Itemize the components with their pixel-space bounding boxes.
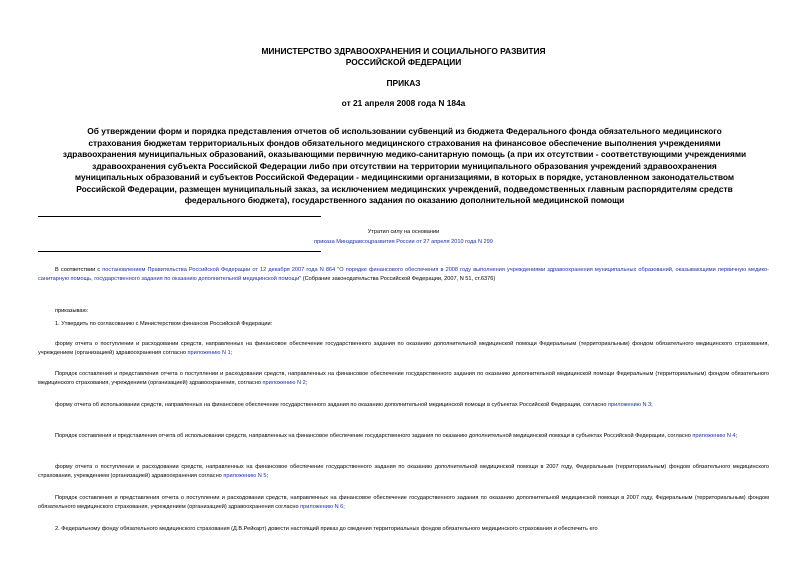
appendix-2-link[interactable]: приложению N 2: [262, 380, 306, 386]
document-date: от 21 апреля 2008 года N 184а: [341, 98, 466, 108]
status-note-text: Утратил силу на основании: [367, 229, 440, 235]
subject-line: муниципальных образований и субъектов Российской Федерации - медицинскими организациями, в которых в порядке, установленном законодательством: [74, 172, 735, 182]
form-item: [38, 370, 769, 388]
subject-line: Российской Федерации, размещен муниципальный заказ, за исключением медицинских учреждений, подведомственных главным распорядителям средств: [76, 183, 733, 194]
orders-word: приказываю:: [55, 308, 89, 314]
document-subject: [52, 126, 757, 207]
subject-line: страхования бюджетам территориальных фондов обязательного медицинского страхования на финансовое обеспечение выполнения учреждениями: [88, 137, 721, 148]
form-item-punct: ;: [266, 473, 269, 479]
form-item: [38, 432, 769, 441]
form-item-punct: ;: [230, 350, 233, 356]
appendix-5-link[interactable]: приложению N 5: [223, 473, 267, 479]
subject-line: здравоохранения муниципальных образований, оказывающими первичную медико-санитарную помощь (а при их отсутствии - соответствующими учреждениями: [62, 149, 747, 159]
subject-line: здравоохранения субъекта Российской Федерации либо при отсутствии на территории муниципального образования учреждений здравоохранения: [92, 160, 717, 171]
form-item: [38, 401, 769, 410]
government-decree-link[interactable]: постановлением Правительства Российской Федерации от 12 декабря 2007 года N 864 "О порядке финансового обеспечения в 2008 году выполнения учреждениями здравоохранения муниципальных образований, оказывающими первичную медико-санитарную помощь, государственного задания по оказанию дополнительной медицинской помощи": [38, 267, 769, 282]
form-item-punct: ;: [651, 402, 653, 408]
form-item: [38, 463, 769, 481]
subject-line: Об утверждении форм и порядка представления отчетов об использовании субвенций из бюджета Федерального фонда обязательного медицинского: [87, 126, 722, 136]
preamble-paragraph: [38, 266, 769, 284]
form-item-text: Порядок составления и представления отчета о поступлении и расходовании средств, направленных на финансовое обеспечение государственного задания по оказанию дополнительной медицинской помощи Федеральным (территориальным) фондом обязательного медицинского страхования, учреждением (организацией) здравоохранения, согласно: [38, 371, 769, 386]
appendix-1-link[interactable]: приложению N 1: [187, 350, 231, 356]
form-item-punct: ;: [305, 380, 308, 386]
appendix-3-link[interactable]: приложению N 3: [607, 402, 652, 408]
separator-line: [38, 251, 321, 252]
item-2: 2. Федеральному фонду обязательного медицинского страхования (Д.В.Рейкарт) довести настоящий приказ до сведения территориальных фондов обязательного медицинского страхования и обеспечить его: [55, 526, 598, 532]
form-item: [38, 340, 769, 358]
ministry-line-1: МИНИСТЕРСТВО ЗДРАВООХРАНЕНИЯ И СОЦИАЛЬНОГО РАЗВИТИЯ: [261, 46, 546, 56]
form-item-text: Порядок составления и представления отчета о поступлении и расходовании средств, направленных на финансовое обеспечение государственного задания по оказанию дополнительной медицинской помощи в 2007 году, Федеральным (территориальным) фондом обязательного медицинского страхования, учреждением (организацией) здравоохранения согласно: [38, 495, 769, 510]
preamble-text: В соответствии с: [55, 267, 103, 273]
form-item-text: Порядок составления и представления отчета об использовании средств, направленных на финансовое обеспечение государственного задания по оказанию дополнительной медицинской помощи в субъектах Российской Федерации, согласно: [55, 433, 693, 439]
form-item-punct: ;: [343, 504, 345, 510]
preamble-citation: (Собрание законодательства Российской Федерации, 2007, N 51, ст.6376): [301, 276, 496, 282]
document-type: ПРИКАЗ: [386, 78, 421, 88]
item-1: 1. Утвердить по согласованию с Министерством финансов Российской Федерации:: [55, 321, 273, 327]
form-item-text: форму отчета о поступлении и расходовании средств, направленных на финансовое обеспечение государственного задания по оказанию дополнительной медицинской помощи Федеральным (территориальным) фондом обязательного медицинского страхования, учреждением (организацией) здравоохранения согласно: [38, 341, 769, 356]
form-item-punct: ;: [735, 433, 738, 439]
status-note-link-row: [0, 238, 807, 246]
form-item: [38, 494, 769, 512]
appendix-4-link[interactable]: приложению N 4: [692, 433, 736, 439]
form-item-text: форму отчета об использовании средств, направленных на финансовое обеспечение государственного задания по оказанию дополнительной медицинской помощи в субъектах Российской Федерации, согласно: [55, 402, 608, 408]
repeal-order-link[interactable]: приказа Минздравсоцразвития России от 27 апреля 2010 года N 299: [314, 239, 493, 245]
subject-line: федерального бюджета), государственного задания по оказанию дополнительной медицинской помощи: [184, 195, 625, 205]
ministry-line-2: РОССИЙСКОЙ ФЕДЕРАЦИИ: [345, 57, 462, 67]
appendix-6-link[interactable]: приложению N 6: [300, 504, 344, 510]
form-item-text: форму отчета о поступлении и расходовании средств, направленных на финансовое обеспечение государственного задания по оказанию дополнительной медицинской помощи в 2007 году, Федеральным (территориальным) фондом обязательного медицинского страхования, учреждением (организацией) здравоохранения согласно: [38, 464, 769, 479]
separator-line: [38, 216, 321, 217]
